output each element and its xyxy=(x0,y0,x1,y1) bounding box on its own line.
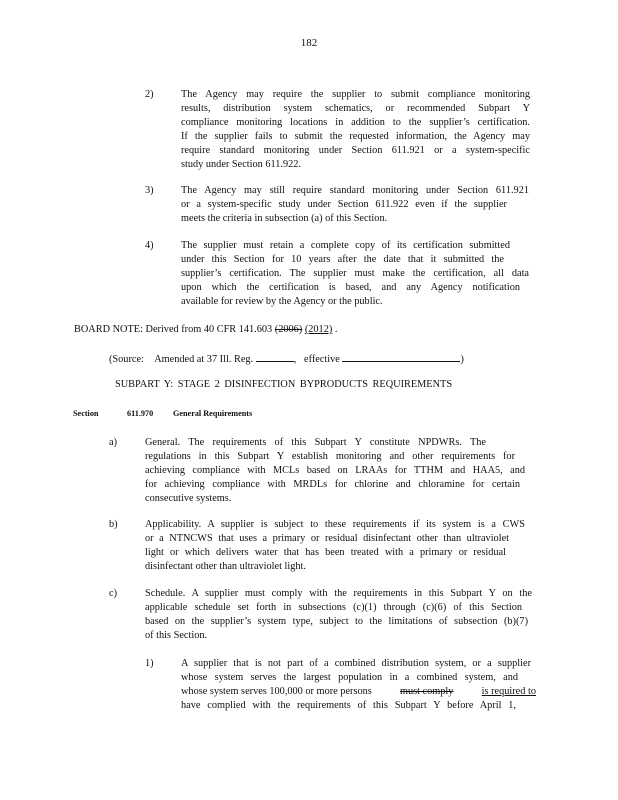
item-b-line: Applicability. A supplier is subject to these requirements if its system is a CWS xyxy=(145,519,525,530)
item-b-line: light or which delivers water that has been treated with a primary or residual xyxy=(145,547,506,558)
item-2-line: If the supplier fails to submit the requested information, the Agency may xyxy=(181,131,530,142)
item-c-line: applicable schedule set forth in subsections (c)(1) through (c)(6) of this Section xyxy=(145,602,522,613)
item-2-line: require standard monitoring under Section 611.921 or a system-specific xyxy=(181,145,530,156)
reg-page-blank xyxy=(256,351,294,362)
section-number: 611.970 xyxy=(127,409,154,418)
item-3-number: 3) xyxy=(145,185,154,196)
item-a-line: General. The requirements of this Subpart Y constitute NPDWRs. The xyxy=(145,437,486,448)
item-3-line: The Agency may still require standard monitoring under Section 611.921 xyxy=(181,185,529,196)
item-4-line: available for review by the Agency or the public. xyxy=(181,296,383,307)
item-2-line: results, distribution system schematics, or recommended Subpart Y xyxy=(181,103,530,114)
item-a-line: consecutive systems. xyxy=(145,493,232,504)
item-2-line: The Agency may require the supplier to submit compliance monitoring xyxy=(181,89,530,100)
item-2-number: 2) xyxy=(145,89,154,100)
source-comma: , xyxy=(293,354,297,365)
item-a-number: a) xyxy=(109,437,117,448)
item-4-line: under this Section for 10 years after the date that it submitted the xyxy=(181,254,504,265)
item-c-number: c) xyxy=(109,588,117,599)
item-c1-line: whose system serves the largest population in a combined system, and xyxy=(181,672,518,683)
item-4-line: The supplier must retain a complete copy of its certification submitted xyxy=(181,240,510,251)
source-amended: Amended at 37 Ill. Reg. xyxy=(154,354,254,365)
subpart-heading: SUBPART Y: STAGE 2 DISINFECTION BYPRODUCTS REQUIREMENTS xyxy=(115,379,453,390)
item-c1-number: 1) xyxy=(145,658,154,669)
item-a-line: achieving compliance with MCLs based on LRAAs for TTHM and HAA5, and xyxy=(145,465,525,476)
source-effective: effective xyxy=(304,354,340,365)
section-title: General Requirements xyxy=(173,409,253,418)
item-c1-line3-text: whose system serves 100,000 or more persons xyxy=(181,686,372,697)
item-3-line: or a system-specific study under Section 611.922 even if the supplier xyxy=(181,199,507,210)
source-line xyxy=(109,351,464,367)
item-4-line: upon which the certification is based, and any Agency notification xyxy=(181,282,520,293)
item-4-number: 4) xyxy=(145,240,154,251)
item-b-line: or a NTNCWS that uses a primary or residual disinfectant other than ultraviolet xyxy=(145,533,509,544)
item-c1-line: A supplier that is not part of a combined distribution system, or a supplier xyxy=(181,658,531,669)
item-c-line: of this Section. xyxy=(145,630,208,641)
item-c1-line xyxy=(181,685,536,699)
board-note-struck-year: (2006) xyxy=(274,324,303,335)
item-c1-line3-struck: must comply xyxy=(399,686,454,697)
board-note-text: BOARD NOTE: Derived from 40 CFR 141.603 xyxy=(74,324,273,335)
item-c1-line3-inserted: is required to xyxy=(481,686,536,697)
source-close: ) xyxy=(460,354,464,365)
item-a-line: regulations in this Subpart Y establish monitoring and other requirements for xyxy=(145,451,515,462)
board-note xyxy=(74,323,337,337)
item-4-line: supplier’s certification. The supplier must make the certification, all data xyxy=(181,268,529,279)
item-b-line: disinfectant other than ultraviolet light. xyxy=(145,561,306,572)
item-b-number: b) xyxy=(109,519,118,530)
item-3-line: meets the criteria in subsection (a) of this Section. xyxy=(181,213,388,224)
board-note-inserted-year: (2012) xyxy=(304,324,333,335)
board-note-period: . xyxy=(334,324,338,335)
item-c-line: Schedule. A supplier must comply with the requirements in this Subpart Y on the xyxy=(145,588,532,599)
source-open: (Source: xyxy=(109,354,144,365)
item-c-line: based on the supplier’s system type, subject to the limitations of subsection (b)(7) xyxy=(145,616,528,627)
section-label: Section xyxy=(73,409,99,418)
item-2-line: study under Section 611.922. xyxy=(181,159,302,170)
item-c1-line: have complied with the requirements of this Subpart Y before April 1, xyxy=(181,700,516,711)
item-a-line: for achieving compliance with MRDLs for chlorine and chloramine for certain xyxy=(145,479,520,490)
effective-date-blank xyxy=(342,351,460,362)
item-2-line: compliance monitoring locations in addition to the supplier’s certification. xyxy=(181,117,530,128)
page-number: 182 xyxy=(300,37,318,49)
